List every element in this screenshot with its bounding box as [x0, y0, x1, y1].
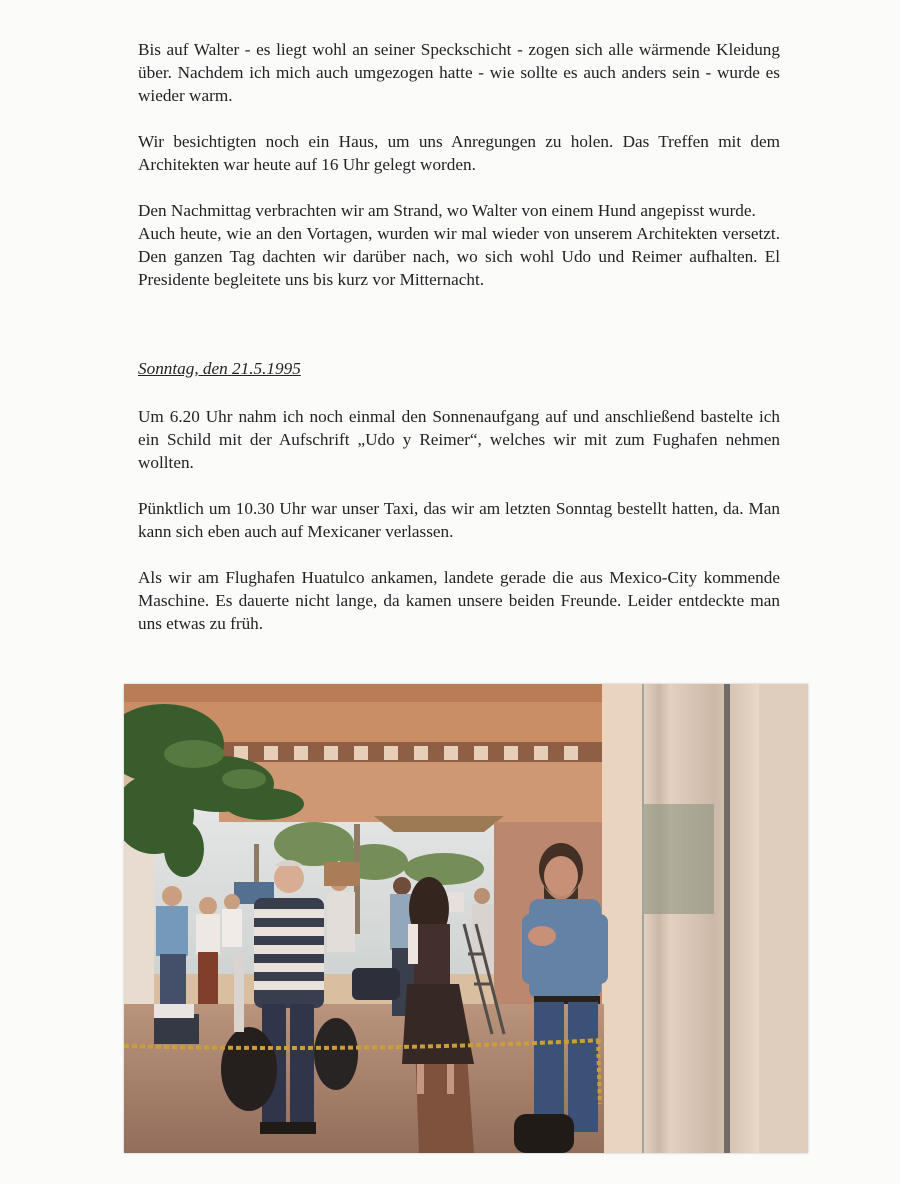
paragraph-airport [138, 566, 780, 635]
paragraph-text: Pünktlich um 10.30 Uhr war unser Taxi, das wir am letzten Sonntag bestellt hatten, da. Man kann sich eben auch auf Mexicaner verlassen. [138, 499, 780, 541]
paragraph-text: Um 6.20 Uhr nahm ich noch einmal den Sonnenaufgang auf und anschließend bastelte ich ein Schild mit der Aufschrift „Udo y Reimer“, welches wir mit zum Fughafen nehmen wollten. [138, 407, 780, 472]
paragraph-sunrise [138, 405, 780, 474]
paragraph-text: Wir besichtigten noch ein Haus, um uns Anregungen zu holen. Das Treffen mit dem Architekten war heute auf 16 Uhr gelegt worden. [138, 132, 780, 174]
paragraph-clothing [138, 38, 780, 107]
paragraph-text: Als wir am Flughafen Huatulco ankamen, landete gerade die aus Mexico-City kommende Maschine. Es dauerte nicht lange, da kamen unsere beiden Freunde. Leider entdeckte man uns etwas zu früh. [138, 568, 780, 633]
paragraph-taxi [138, 497, 780, 543]
paragraph-text: Bis auf Walter - es liegt wohl an seiner Speckschicht - zogen sich alle wärmende Kleidung über. Nachdem ich mich auch umgezogen hatte - wie sollte es auch anders sein - wurde es wieder warm. [138, 40, 780, 105]
paragraph-afternoon [138, 199, 780, 291]
airport-photo-illustration [124, 684, 808, 1153]
date-heading: Sonntag, den 21.5.1995 [138, 359, 301, 378]
airport-photo [124, 684, 808, 1153]
paragraph-house-visit [138, 130, 780, 176]
paragraph-text: Auch heute, wie an den Vortagen, wurden wir mal wieder von unserem Architekten versetzt. Den ganzen Tag dachten wir darüber nach, wo sich wohl Udo und Reimer aufhalten. El Presidente begleitete uns bis kurz vor Mitternacht. [138, 224, 780, 289]
paragraph-text: Den Nachmittag verbrachten wir am Strand, wo Walter von einem Hund angepisst wurde. [138, 201, 756, 220]
